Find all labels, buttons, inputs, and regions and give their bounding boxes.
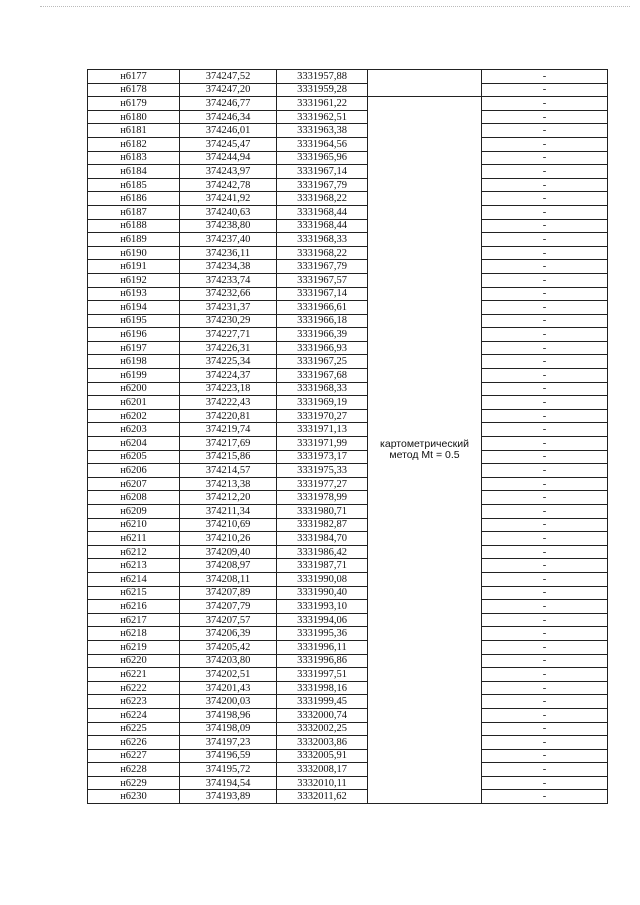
- point-name-cell: н6225: [88, 722, 180, 736]
- table-row: [88, 491, 608, 505]
- table-row: [88, 695, 608, 709]
- table-row: [88, 124, 608, 138]
- x-coordinate-cell: 374217,69: [180, 437, 277, 451]
- y-coordinate-cell: 3331990,08: [277, 572, 368, 586]
- point-name-cell: н6221: [88, 668, 180, 682]
- y-coordinate-cell: 3331971,13: [277, 423, 368, 437]
- x-coordinate-cell: 374196,59: [180, 749, 277, 763]
- x-coordinate-cell: 374198,96: [180, 708, 277, 722]
- table-row: [88, 273, 608, 287]
- note-cell: -: [482, 314, 608, 328]
- y-coordinate-cell: 3331996,11: [277, 640, 368, 654]
- x-coordinate-cell: 374220,81: [180, 409, 277, 423]
- x-coordinate-cell: 374224,37: [180, 369, 277, 383]
- x-coordinate-cell: 374240,63: [180, 205, 277, 219]
- y-coordinate-cell: 3331968,33: [277, 233, 368, 247]
- y-coordinate-cell: 3331959,28: [277, 83, 368, 97]
- note-cell: -: [482, 83, 608, 97]
- table-row: [88, 355, 608, 369]
- note-cell: -: [482, 505, 608, 519]
- table-row: [88, 178, 608, 192]
- point-name-cell: н6209: [88, 505, 180, 519]
- point-name-cell: н6182: [88, 137, 180, 151]
- table-row: [88, 545, 608, 559]
- point-name-cell: н6216: [88, 600, 180, 614]
- note-cell: -: [482, 70, 608, 84]
- y-coordinate-cell: 3331968,44: [277, 219, 368, 233]
- y-coordinate-cell: 3331967,79: [277, 178, 368, 192]
- y-coordinate-cell: 3331999,45: [277, 695, 368, 709]
- y-coordinate-cell: 3331967,68: [277, 369, 368, 383]
- y-coordinate-cell: 3331978,99: [277, 491, 368, 505]
- note-cell: -: [482, 668, 608, 682]
- point-name-cell: н6201: [88, 396, 180, 410]
- table-row: [88, 246, 608, 260]
- note-cell: -: [482, 205, 608, 219]
- table-row: [88, 681, 608, 695]
- note-cell: -: [482, 491, 608, 505]
- table-row: [88, 776, 608, 790]
- point-name-cell: н6204: [88, 437, 180, 451]
- table-row: [88, 301, 608, 315]
- y-coordinate-cell: 3331980,71: [277, 505, 368, 519]
- note-cell: -: [482, 409, 608, 423]
- point-name-cell: н6185: [88, 178, 180, 192]
- y-coordinate-cell: 3331975,33: [277, 464, 368, 478]
- x-coordinate-cell: 374200,03: [180, 695, 277, 709]
- point-name-cell: н6224: [88, 708, 180, 722]
- y-coordinate-cell: 3331969,19: [277, 396, 368, 410]
- x-coordinate-cell: 374207,79: [180, 600, 277, 614]
- note-cell: -: [482, 559, 608, 573]
- x-coordinate-cell: 374226,31: [180, 341, 277, 355]
- table-row: [88, 165, 608, 179]
- x-coordinate-cell: 374243,97: [180, 165, 277, 179]
- note-cell: -: [482, 695, 608, 709]
- point-name-cell: н6217: [88, 613, 180, 627]
- y-coordinate-cell: 3331982,87: [277, 518, 368, 532]
- table-row: [88, 137, 608, 151]
- point-name-cell: н6200: [88, 382, 180, 396]
- note-cell: -: [482, 464, 608, 478]
- note-cell: -: [482, 287, 608, 301]
- coordinates-table: [87, 69, 608, 804]
- point-name-cell: н6227: [88, 749, 180, 763]
- scan-top-edge: [40, 6, 630, 9]
- table-row: [88, 532, 608, 546]
- x-coordinate-cell: 374214,57: [180, 464, 277, 478]
- table-row: [88, 260, 608, 274]
- y-coordinate-cell: 3331967,14: [277, 287, 368, 301]
- x-coordinate-cell: 374246,34: [180, 110, 277, 124]
- table-row: [88, 205, 608, 219]
- note-cell: -: [482, 763, 608, 777]
- x-coordinate-cell: 374238,80: [180, 219, 277, 233]
- point-name-cell: н6189: [88, 233, 180, 247]
- note-cell: -: [482, 572, 608, 586]
- note-cell: -: [482, 450, 608, 464]
- point-name-cell: н6196: [88, 328, 180, 342]
- table-row: [88, 763, 608, 777]
- note-cell: -: [482, 110, 608, 124]
- point-name-cell: н6206: [88, 464, 180, 478]
- y-coordinate-cell: 3331993,10: [277, 600, 368, 614]
- x-coordinate-cell: 374208,11: [180, 572, 277, 586]
- point-name-cell: н6205: [88, 450, 180, 464]
- note-cell: -: [482, 301, 608, 315]
- table-row: [88, 640, 608, 654]
- point-name-cell: н6197: [88, 341, 180, 355]
- y-coordinate-cell: 3332011,62: [277, 790, 368, 804]
- table-row: [88, 396, 608, 410]
- point-name-cell: н6222: [88, 681, 180, 695]
- point-name-cell: н6191: [88, 260, 180, 274]
- note-cell: -: [482, 749, 608, 763]
- point-name-cell: н6202: [88, 409, 180, 423]
- x-coordinate-cell: 374198,09: [180, 722, 277, 736]
- y-coordinate-cell: 3331977,27: [277, 477, 368, 491]
- y-coordinate-cell: 3332010,11: [277, 776, 368, 790]
- y-coordinate-cell: 3331964,56: [277, 137, 368, 151]
- note-cell: -: [482, 545, 608, 559]
- note-cell: -: [482, 532, 608, 546]
- point-name-cell: н6203: [88, 423, 180, 437]
- point-name-cell: н6226: [88, 736, 180, 750]
- point-name-cell: н6181: [88, 124, 180, 138]
- y-coordinate-cell: 3331973,17: [277, 450, 368, 464]
- y-coordinate-cell: 3331966,93: [277, 341, 368, 355]
- y-coordinate-cell: 3331984,70: [277, 532, 368, 546]
- y-coordinate-cell: 3332005,91: [277, 749, 368, 763]
- note-cell: -: [482, 437, 608, 451]
- table-row: [88, 749, 608, 763]
- method-text-line1: картометрический: [380, 438, 469, 451]
- table-row: [88, 627, 608, 641]
- x-coordinate-cell: 374246,01: [180, 124, 277, 138]
- note-cell: -: [482, 233, 608, 247]
- table-row: [88, 600, 608, 614]
- point-name-cell: н6183: [88, 151, 180, 165]
- x-coordinate-cell: 374208,97: [180, 559, 277, 573]
- x-coordinate-cell: 374241,92: [180, 192, 277, 206]
- table-row: [88, 233, 608, 247]
- x-coordinate-cell: 374206,39: [180, 627, 277, 641]
- x-coordinate-cell: 374227,71: [180, 328, 277, 342]
- y-coordinate-cell: 3331998,16: [277, 681, 368, 695]
- point-name-cell: н6179: [88, 97, 180, 111]
- y-coordinate-cell: 3331968,44: [277, 205, 368, 219]
- y-coordinate-cell: 3331986,42: [277, 545, 368, 559]
- table-row: [88, 409, 608, 423]
- point-name-cell: н6211: [88, 532, 180, 546]
- y-coordinate-cell: 3332000,74: [277, 708, 368, 722]
- x-coordinate-cell: 374213,38: [180, 477, 277, 491]
- x-coordinate-cell: 374245,47: [180, 137, 277, 151]
- x-coordinate-cell: 374197,23: [180, 736, 277, 750]
- note-cell: -: [482, 654, 608, 668]
- table-row: [88, 790, 608, 804]
- point-name-cell: н6193: [88, 287, 180, 301]
- point-name-cell: н6215: [88, 586, 180, 600]
- table-row: [88, 654, 608, 668]
- note-cell: -: [482, 178, 608, 192]
- table-row: [88, 151, 608, 165]
- note-cell: -: [482, 273, 608, 287]
- x-coordinate-cell: 374222,43: [180, 396, 277, 410]
- table-row: [88, 477, 608, 491]
- table-row: [88, 505, 608, 519]
- y-coordinate-cell: 3331965,96: [277, 151, 368, 165]
- note-cell: -: [482, 382, 608, 396]
- x-coordinate-cell: 374236,11: [180, 246, 277, 260]
- x-coordinate-cell: 374207,57: [180, 613, 277, 627]
- note-cell: -: [482, 328, 608, 342]
- x-coordinate-cell: 374203,80: [180, 654, 277, 668]
- table-row: [88, 586, 608, 600]
- y-coordinate-cell: 3331994,06: [277, 613, 368, 627]
- x-coordinate-cell: 374202,51: [180, 668, 277, 682]
- x-coordinate-cell: 374225,34: [180, 355, 277, 369]
- note-cell: -: [482, 722, 608, 736]
- y-coordinate-cell: 3331971,99: [277, 437, 368, 451]
- table-row: [88, 328, 608, 342]
- x-coordinate-cell: 374210,26: [180, 532, 277, 546]
- table-row: [88, 423, 608, 437]
- x-coordinate-cell: 374234,38: [180, 260, 277, 274]
- x-coordinate-cell: 374231,37: [180, 301, 277, 315]
- x-coordinate-cell: 374237,40: [180, 233, 277, 247]
- table-row: [88, 708, 608, 722]
- note-cell: -: [482, 477, 608, 491]
- table-row: [88, 572, 608, 586]
- y-coordinate-cell: 3331967,79: [277, 260, 368, 274]
- point-name-cell: н6188: [88, 219, 180, 233]
- table-row: [88, 722, 608, 736]
- note-cell: -: [482, 600, 608, 614]
- point-name-cell: н6177: [88, 70, 180, 84]
- x-coordinate-cell: 374223,18: [180, 382, 277, 396]
- x-coordinate-cell: 374209,40: [180, 545, 277, 559]
- x-coordinate-cell: 374244,94: [180, 151, 277, 165]
- table-row: [88, 369, 608, 383]
- y-coordinate-cell: 3332003,86: [277, 736, 368, 750]
- note-cell: -: [482, 518, 608, 532]
- table-row: [88, 110, 608, 124]
- table-row: [88, 192, 608, 206]
- x-coordinate-cell: 374247,52: [180, 70, 277, 84]
- y-coordinate-cell: 3331987,71: [277, 559, 368, 573]
- point-name-cell: н6212: [88, 545, 180, 559]
- y-coordinate-cell: 3331957,88: [277, 70, 368, 84]
- table-row: [88, 70, 608, 84]
- point-name-cell: н6230: [88, 790, 180, 804]
- point-name-cell: н6219: [88, 640, 180, 654]
- note-cell: -: [482, 736, 608, 750]
- y-coordinate-cell: 3331968,33: [277, 382, 368, 396]
- table-row: [88, 518, 608, 532]
- point-name-cell: н6192: [88, 273, 180, 287]
- table-row: [88, 736, 608, 750]
- point-name-cell: н6220: [88, 654, 180, 668]
- y-coordinate-cell: 3331968,22: [277, 246, 368, 260]
- note-cell: -: [482, 640, 608, 654]
- point-name-cell: н6218: [88, 627, 180, 641]
- x-coordinate-cell: 374195,72: [180, 763, 277, 777]
- note-cell: -: [482, 219, 608, 233]
- note-cell: -: [482, 586, 608, 600]
- note-cell: -: [482, 355, 608, 369]
- table-row: [88, 287, 608, 301]
- y-coordinate-cell: 3331970,27: [277, 409, 368, 423]
- x-coordinate-cell: 374246,77: [180, 97, 277, 111]
- x-coordinate-cell: 374210,69: [180, 518, 277, 532]
- table-row: [88, 464, 608, 478]
- point-name-cell: н6186: [88, 192, 180, 206]
- table-row: [88, 450, 608, 464]
- y-coordinate-cell: 3331990,40: [277, 586, 368, 600]
- x-coordinate-cell: 374232,66: [180, 287, 277, 301]
- note-cell: -: [482, 151, 608, 165]
- x-coordinate-cell: 374215,86: [180, 450, 277, 464]
- y-coordinate-cell: 3331995,36: [277, 627, 368, 641]
- note-cell: -: [482, 124, 608, 138]
- y-coordinate-cell: 3331967,57: [277, 273, 368, 287]
- y-coordinate-cell: 3331966,18: [277, 314, 368, 328]
- y-coordinate-cell: 3331966,39: [277, 328, 368, 342]
- y-coordinate-cell: 3331967,14: [277, 165, 368, 179]
- point-name-cell: н6184: [88, 165, 180, 179]
- point-name-cell: н6229: [88, 776, 180, 790]
- point-name-cell: н6208: [88, 491, 180, 505]
- table-row: [88, 341, 608, 355]
- x-coordinate-cell: 374233,74: [180, 273, 277, 287]
- method-text-line2: метод Mt = 0.5: [389, 449, 460, 462]
- x-coordinate-cell: 374194,54: [180, 776, 277, 790]
- method-cell: [368, 97, 482, 804]
- point-name-cell: н6194: [88, 301, 180, 315]
- note-cell: -: [482, 708, 608, 722]
- point-name-cell: н6190: [88, 246, 180, 260]
- x-coordinate-cell: 374201,43: [180, 681, 277, 695]
- y-coordinate-cell: 3331996,86: [277, 654, 368, 668]
- x-coordinate-cell: 374205,42: [180, 640, 277, 654]
- table-row: [88, 437, 608, 451]
- x-coordinate-cell: 374211,34: [180, 505, 277, 519]
- note-cell: -: [482, 681, 608, 695]
- point-name-cell: н6210: [88, 518, 180, 532]
- point-name-cell: н6207: [88, 477, 180, 491]
- point-name-cell: н6198: [88, 355, 180, 369]
- table-row: [88, 559, 608, 573]
- point-name-cell: н6214: [88, 572, 180, 586]
- y-coordinate-cell: 3331967,25: [277, 355, 368, 369]
- x-coordinate-cell: 374219,74: [180, 423, 277, 437]
- table-row: [88, 613, 608, 627]
- x-coordinate-cell: 374230,29: [180, 314, 277, 328]
- y-coordinate-cell: 3331962,51: [277, 110, 368, 124]
- note-cell: -: [482, 423, 608, 437]
- note-cell: -: [482, 165, 608, 179]
- note-cell: -: [482, 97, 608, 111]
- note-cell: -: [482, 790, 608, 804]
- y-coordinate-cell: 3331963,38: [277, 124, 368, 138]
- note-cell: -: [482, 341, 608, 355]
- point-name-cell: н6180: [88, 110, 180, 124]
- point-name-cell: н6187: [88, 205, 180, 219]
- x-coordinate-cell: 374207,89: [180, 586, 277, 600]
- note-cell: -: [482, 369, 608, 383]
- table-row: [88, 219, 608, 233]
- note-cell: -: [482, 613, 608, 627]
- y-coordinate-cell: 3331997,51: [277, 668, 368, 682]
- note-cell: -: [482, 137, 608, 151]
- x-coordinate-cell: 374242,78: [180, 178, 277, 192]
- note-cell: -: [482, 396, 608, 410]
- y-coordinate-cell: 3331966,61: [277, 301, 368, 315]
- note-cell: -: [482, 776, 608, 790]
- note-cell: -: [482, 192, 608, 206]
- note-cell: -: [482, 260, 608, 274]
- x-coordinate-cell: 374193,89: [180, 790, 277, 804]
- x-coordinate-cell: 374212,20: [180, 491, 277, 505]
- point-name-cell: н6178: [88, 83, 180, 97]
- table-row: [88, 83, 608, 97]
- note-cell: -: [482, 627, 608, 641]
- table-row: [88, 668, 608, 682]
- point-name-cell: н6213: [88, 559, 180, 573]
- table-row: [88, 382, 608, 396]
- point-name-cell: н6195: [88, 314, 180, 328]
- y-coordinate-cell: 3332008,17: [277, 763, 368, 777]
- table-row: [88, 314, 608, 328]
- point-name-cell: н6228: [88, 763, 180, 777]
- x-coordinate-cell: 374247,20: [180, 83, 277, 97]
- point-name-cell: н6223: [88, 695, 180, 709]
- y-coordinate-cell: 3331961,22: [277, 97, 368, 111]
- y-coordinate-cell: 3331968,22: [277, 192, 368, 206]
- point-name-cell: н6199: [88, 369, 180, 383]
- table-row: [88, 97, 608, 111]
- coordinates-table-body: [88, 70, 608, 804]
- note-cell: -: [482, 246, 608, 260]
- method-cell-empty: [368, 70, 482, 97]
- y-coordinate-cell: 3332002,25: [277, 722, 368, 736]
